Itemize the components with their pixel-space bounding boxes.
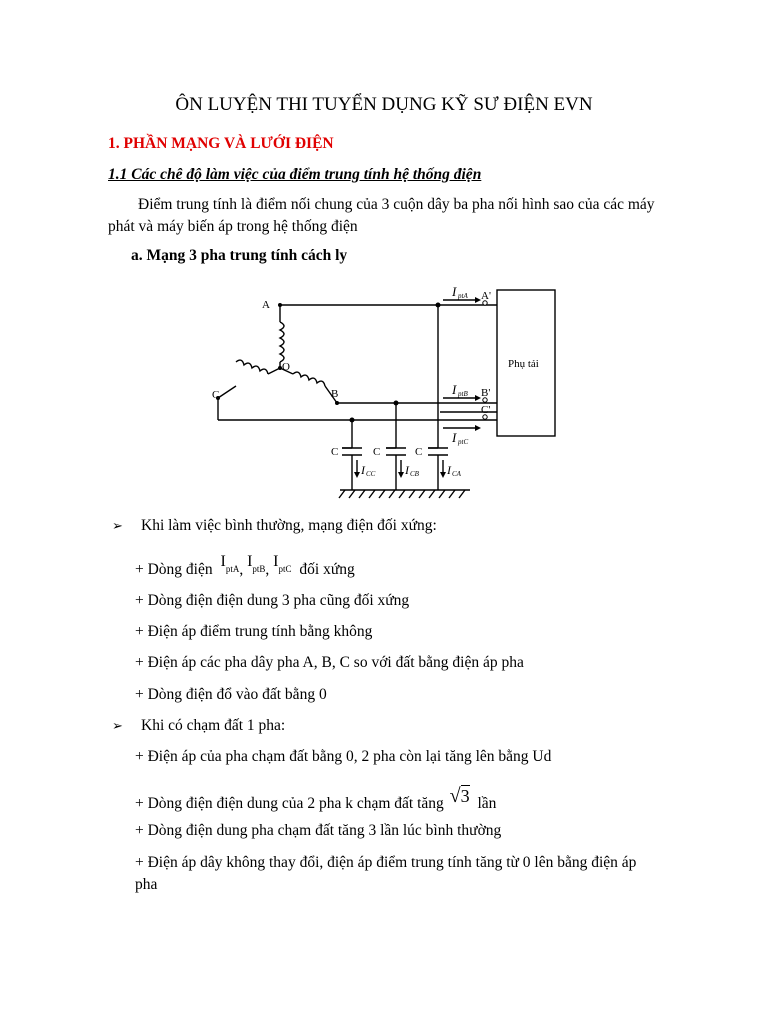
bullet-arrow-icon: ➢ <box>112 718 123 733</box>
circuit-diagram <box>200 270 570 505</box>
ica-letter: I <box>447 463 451 477</box>
sqrt-three: 3 <box>460 786 470 806</box>
fault-line-1: + Điện áp của pha chạm đất bằng 0, 2 pha còn lại tăng lên bằng Ud <box>135 748 552 765</box>
bullet-arrow-icon: ➢ <box>112 518 123 533</box>
load-label: Phụ tải <box>508 358 539 370</box>
cap-label-1: C <box>331 446 339 458</box>
current-i-a: I <box>220 553 226 570</box>
item-a-heading: a. Mạng 3 pha trung tính cách ly <box>131 247 348 264</box>
subsection-heading: 1.1 Các chê độ làm việc của điểm trung tính hệ thống điện <box>108 166 482 183</box>
sub-ptc: ptC <box>278 564 292 574</box>
cap-label-2: C <box>373 446 381 458</box>
current-i-c: I <box>273 553 279 570</box>
document-title: ÔN LUYỆN THI TUYỂN DỤNG KỸ SƯ ĐIỆN EVN <box>175 94 593 115</box>
icc-letter: I <box>361 463 365 477</box>
fault-heading: Khi có chạm đất 1 pha: <box>141 717 286 734</box>
iptc-sub: ptC <box>458 438 469 446</box>
out-c-label: C' <box>481 404 491 416</box>
node-a-label: A <box>262 299 270 311</box>
intro-paragraph: Điểm trung tính là điểm nối chung của 3 cuộn dây ba pha nối hình sao của các máy phát và máy biến áp trong hệ thống điện <box>108 196 655 235</box>
sub-ptb: ptB <box>252 564 266 574</box>
normal-line-5: + Dòng điện đổ vào đất bằng 0 <box>135 686 327 703</box>
out-a-label: A' <box>481 290 491 302</box>
iptb-letter: I <box>452 382 457 397</box>
current-i-b: I <box>247 553 253 570</box>
normal-line-1: + Dòng điện IptA, IptB, IptC đối xứng <box>135 553 355 578</box>
sub-pta: ptA <box>225 564 240 574</box>
sqrt-icon: √ <box>449 785 461 807</box>
normal-line-4: + Điện áp các pha dây pha A, B, C so với đất bằng điện áp pha <box>135 654 524 671</box>
icb-letter: I <box>405 463 409 477</box>
node-c-label: C <box>212 389 220 401</box>
icb-sub: CB <box>410 470 419 478</box>
ipta-letter: I <box>452 284 457 299</box>
node-o-label: O <box>282 361 290 373</box>
ipta-sub: ptA <box>458 292 468 300</box>
normal-line-3: + Điện áp điểm trung tính bằng không <box>135 623 373 640</box>
icc-sub: CC <box>366 470 376 478</box>
out-b-label: B' <box>481 387 491 399</box>
node-b-label: B <box>331 388 339 400</box>
fault-line-4b: pha <box>135 876 158 893</box>
iptc-letter: I <box>452 430 457 445</box>
ica-sub: CA <box>452 470 461 478</box>
fault-line-3: + Dòng điện dung pha chạm đất tăng 3 lần lúc bình thường <box>135 822 502 839</box>
fault-line-4a: + Điện áp dây không thay đổi, điện áp điểm trung tính tăng từ 0 lên bằng điện áp <box>135 854 637 871</box>
fault-line-2: + Dòng điện điện dung của 2 pha k chạm đất tăng √3 lần <box>135 785 497 812</box>
iptb-sub: ptB <box>458 390 468 398</box>
normal-heading: Khi làm việc bình thường, mạng điện đối xứng: <box>141 517 437 534</box>
section-heading: 1. PHẦN MẠNG VÀ LƯỚI ĐIỆN <box>108 135 334 152</box>
normal-line-2: + Dòng điện điện dung 3 pha cũng đối xứng <box>135 592 410 609</box>
cap-label-3: C <box>415 446 423 458</box>
